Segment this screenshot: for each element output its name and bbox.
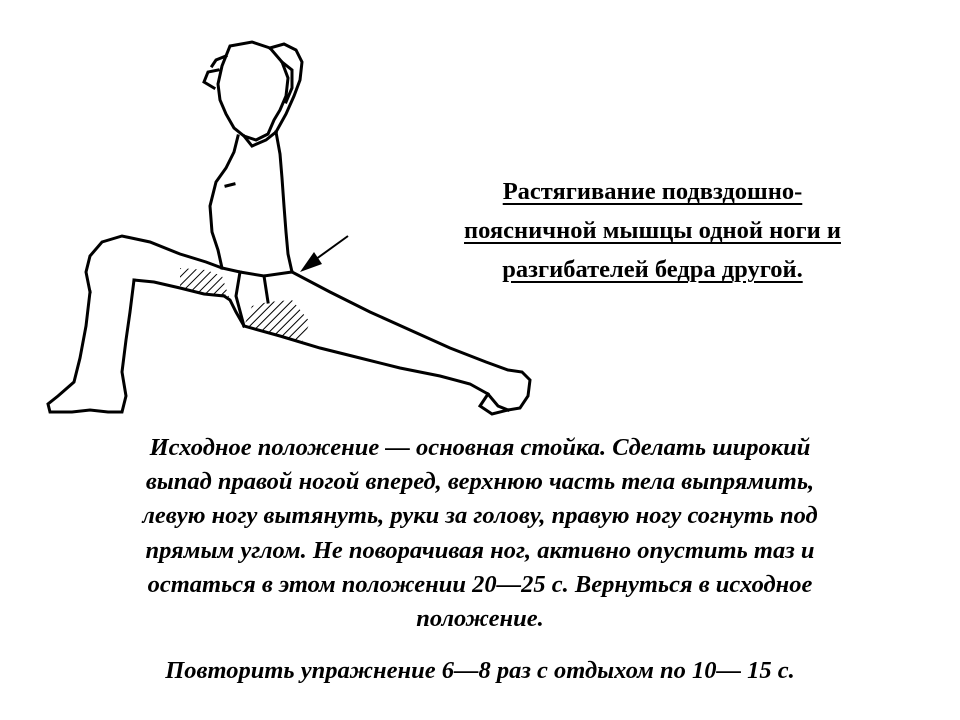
- exercise-title: [395, 172, 910, 289]
- description-line-4: прямым углом. Не поворачивая ног, активно опустить таз и: [145, 536, 815, 564]
- description-line-2: выпад правой ногой вперед, верхнюю часть тела выпрямить,: [145, 468, 815, 496]
- description-line-5: остаться в этом положении 20—25 с. Вернуться в исходное: [147, 570, 813, 598]
- description-line-1: Исходное положение — основная стойка. Сделать широкий: [149, 434, 811, 461]
- description-line-6: положение.: [416, 605, 544, 633]
- pointer-arrow-icon: [300, 236, 348, 272]
- title-line-1: Растягивание подвздошно-: [502, 178, 803, 205]
- exercise-description: [24, 431, 936, 636]
- description-line-3: левую ногу вытянуть, руки за голову, правую ногу согнуть под: [142, 502, 818, 530]
- repeat-instruction: Повторить упражнение 6—8 раз с отдыхом по 10— 15 с.: [165, 657, 795, 684]
- title-line-2: поясничной мышцы одной ноги и: [464, 217, 841, 244]
- title-line-3: разгибателей бедра другой.: [502, 256, 803, 283]
